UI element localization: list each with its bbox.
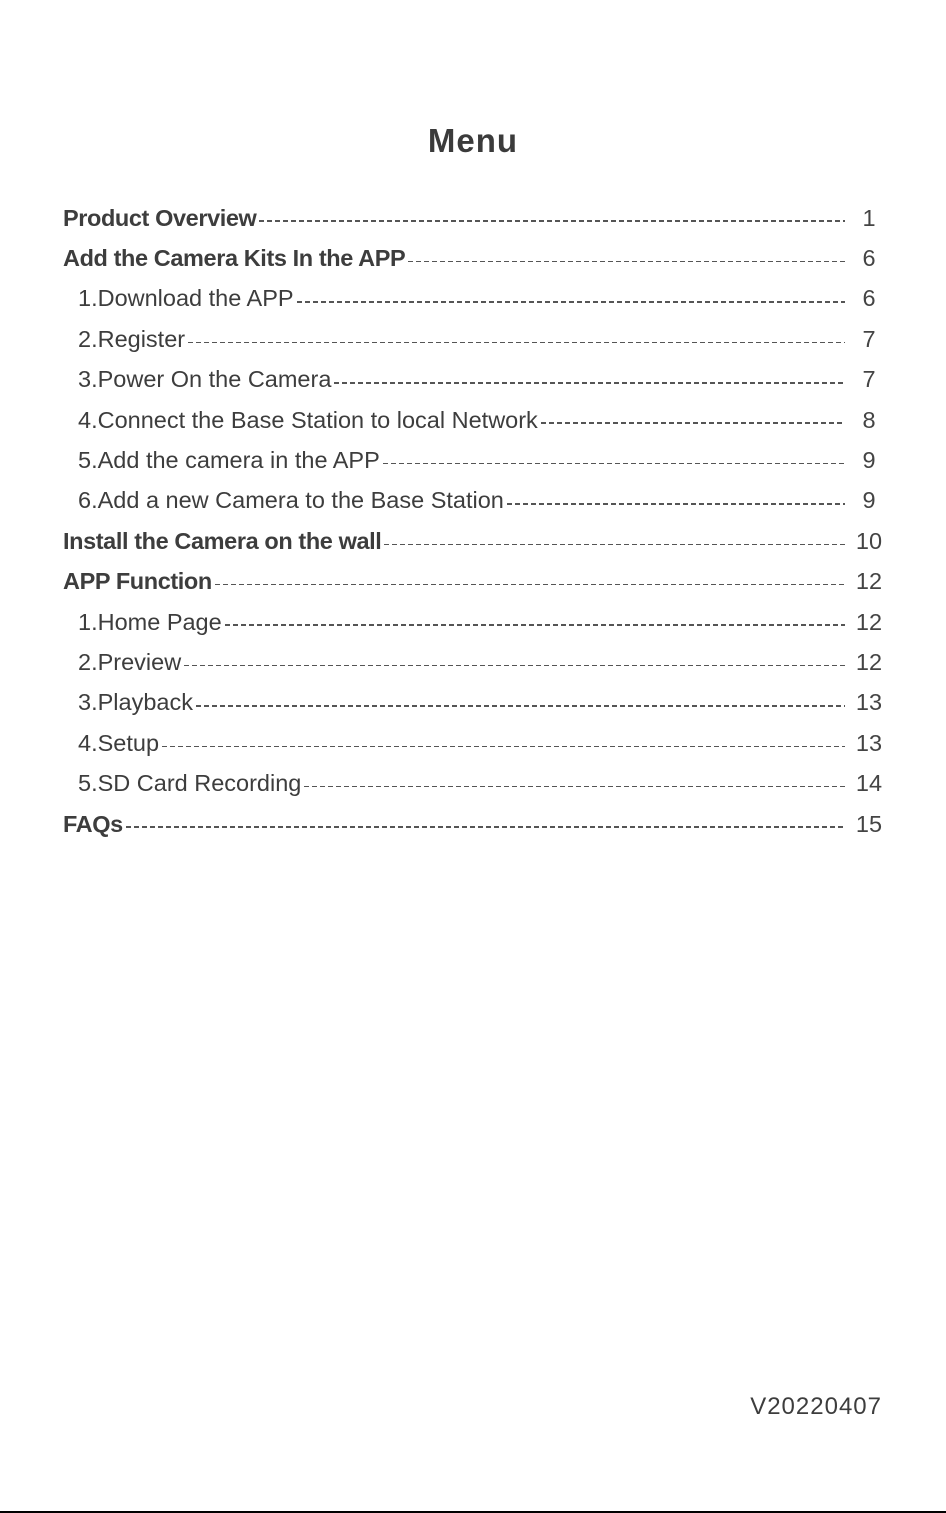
toc-subsection-entry (63, 763, 883, 803)
dot-leader (196, 705, 845, 707)
toc-page-number: 12 (855, 648, 883, 675)
toc-page-number: 13 (855, 729, 883, 756)
toc-entry-label: 3.Playback (78, 689, 193, 716)
toc-section-entry (63, 521, 883, 561)
dot-leader (126, 826, 845, 828)
version-label: V20220407 (750, 1393, 882, 1420)
toc-section-entry (63, 238, 883, 278)
toc-entry-label: 2.Preview (78, 648, 182, 675)
toc-entry-label: 1.Home Page (78, 608, 222, 635)
toc-subsection-entry (63, 481, 883, 521)
toc-entry-label: 1.Download the APP (78, 285, 294, 312)
toc-subsection-entry (63, 723, 883, 763)
toc-page-number: 6 (862, 285, 876, 312)
toc-subsection-entry (63, 683, 883, 723)
toc-entry-label: FAQs (63, 810, 123, 837)
dot-leader (188, 342, 845, 344)
dot-leader (215, 584, 845, 586)
toc-subsection-entry (63, 319, 883, 359)
dot-leader (304, 786, 845, 788)
toc-page-number: 12 (855, 608, 883, 635)
toc-entry-label: 6.Add a new Camera to the Base Station (78, 487, 504, 514)
dot-leader (507, 503, 845, 505)
toc-entry-label: 5.Add the camera in the APP (78, 447, 380, 474)
dot-leader (408, 261, 845, 263)
dot-leader (225, 624, 845, 626)
toc-entry-label: 4.Connect the Base Station to local Network (78, 406, 538, 433)
toc-section-entry (63, 198, 883, 238)
toc-page-number: 12 (855, 568, 883, 595)
toc-entry-label: 4.Setup (78, 729, 160, 756)
toc-entry-label: Add the Camera Kits In the APP (63, 245, 406, 272)
toc-entry-label: Product Overview (63, 204, 257, 231)
toc-subsection-entry (63, 400, 883, 440)
toc-subsection-entry (63, 440, 883, 480)
toc-page-number: 13 (855, 689, 883, 716)
dot-leader (541, 422, 845, 424)
dot-leader (184, 665, 845, 667)
toc-entry-label: 3.Power On the Camera (78, 366, 332, 393)
toc-entry-label: 5.SD Card Recording (78, 770, 302, 797)
toc-page-number: 7 (862, 366, 876, 393)
toc-subsection-entry (63, 360, 883, 400)
dot-leader (162, 746, 845, 748)
dot-leader (334, 382, 845, 384)
dot-leader (384, 544, 845, 546)
page-title: Menu (427, 122, 519, 159)
toc-entry-label: 2.Register (78, 325, 186, 352)
toc-page-number: 1 (862, 204, 876, 231)
toc-page-number: 6 (862, 245, 876, 272)
toc-section-entry (63, 562, 883, 602)
dot-leader (297, 301, 845, 303)
toc-entry-label: Install the Camera on the wall (63, 527, 382, 554)
toc-section-entry (63, 804, 883, 844)
dot-leader (259, 220, 845, 222)
dot-leader (383, 463, 845, 465)
toc-subsection-entry (63, 642, 883, 682)
toc-page-number: 15 (855, 810, 883, 837)
toc-page-number: 9 (862, 447, 876, 474)
table-of-contents (63, 198, 883, 844)
toc-page-number: 7 (862, 325, 876, 352)
toc-page-number: 8 (862, 406, 876, 433)
toc-subsection-entry (63, 602, 883, 642)
toc-subsection-entry (63, 279, 883, 319)
toc-page-number: 14 (855, 770, 883, 797)
toc-page-number: 10 (855, 527, 883, 554)
toc-entry-label: APP Function (63, 568, 212, 595)
toc-page-number: 9 (862, 487, 876, 514)
